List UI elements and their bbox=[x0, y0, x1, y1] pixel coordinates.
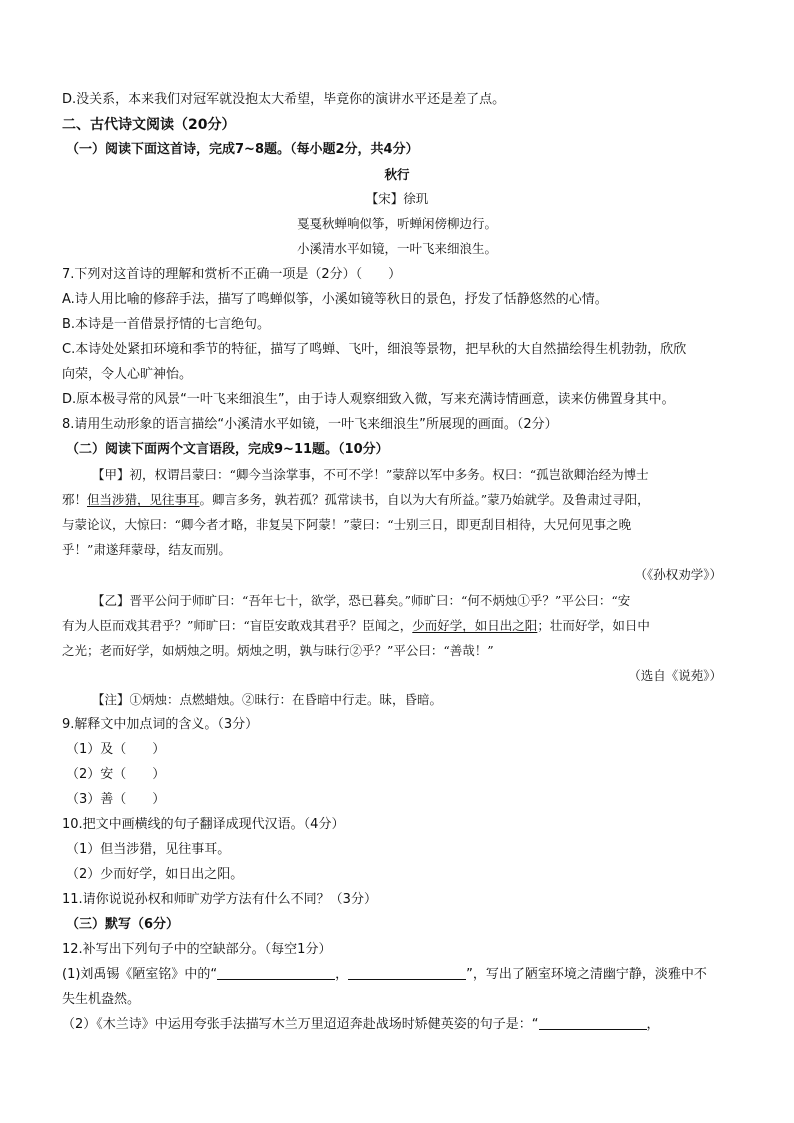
part1-heading: （一）阅读下面这首诗，完成7~8题。（每小题2分，共4分） bbox=[66, 142, 419, 157]
q10-stem: 10.把文中画横线的句子翻译成现代汉语。（4分） bbox=[62, 817, 345, 832]
q12-item-1 bbox=[62, 966, 732, 984]
passage-jia-line-4: 乎！”肃遂拜蒙母，结友而别。 bbox=[62, 542, 231, 557]
q7-option-c: C.本诗处处紧扣环境和季节的特征，描写了鸣蝉、飞叶，细浪等景物，把早秋的大自然描绘得生机勃勃，欣欣 bbox=[62, 342, 687, 357]
part3-heading: （三）默写（6分） bbox=[66, 917, 180, 932]
passage-jia-source: （《孙权劝学》） bbox=[634, 567, 722, 582]
underlined-sentence: 少而好学，如日出之阳 bbox=[412, 618, 538, 633]
underlined-sentence: 但当涉猎，见往事耳 bbox=[87, 492, 200, 507]
q7-stem: 7.下列对这首诗的理解和赏析不正确一项是（2分）（ ） bbox=[62, 267, 402, 282]
poem-line-1: 戛戛秋蝉响似筝，听蝉闲傍柳边行。 bbox=[296, 216, 497, 231]
section2-title: 二、古代诗文阅读（20分） bbox=[62, 117, 236, 133]
passage-yi-line-2 bbox=[62, 617, 732, 635]
passage-text: 有为人臣而戏其君乎？”师旷曰：“盲臣安敢戏其君乎？臣闻之， bbox=[62, 618, 413, 633]
poem-author: 【宋】徐玑 bbox=[365, 191, 429, 206]
passage-jia-line-1: 【甲】初，权谓吕蒙曰：“卿今当涂掌事，不可不学！”蒙辞以军中多务。权曰：“孤岂欲卿治经为博士 bbox=[92, 467, 649, 482]
question-text: （2）《木兰诗》中运用夸张手法描写木兰万里迢迢奔赴战场时矫健英姿的句子是：“ bbox=[62, 1017, 539, 1032]
question-text: ， bbox=[646, 1017, 660, 1032]
q7-option-c-cont: 向荣，令人心旷神怡。 bbox=[62, 367, 193, 382]
q12-item-2 bbox=[62, 1016, 732, 1034]
passage-text: 邪！ bbox=[62, 492, 88, 507]
poem-title: 秋行 bbox=[384, 167, 410, 182]
q10-item-1: （1）但当涉猎，见往事耳。 bbox=[66, 842, 231, 857]
part2-heading: （二）阅读下面两个文言语段，完成9~11题。（10分） bbox=[66, 442, 389, 457]
q9-item-2: （2）安（ ） bbox=[66, 767, 166, 782]
question-text: ”，写出了陋室环境之清幽宁静，淡雅中不 bbox=[466, 967, 707, 982]
q7-option-a: A.诗人用比喻的修辞手法，描写了鸣蝉似筝，小溪如镜等秋日的景色，抒发了恬静悠然的心情。 bbox=[62, 292, 608, 307]
poem-line-2: 小溪清水平如镜，一叶飞来细浪生。 bbox=[296, 241, 497, 256]
q11-stem: 11.请你说说孙权和师旷劝学方法有什么不同？（3分） bbox=[62, 892, 377, 907]
q6-option-d: D.没关系，本来我们对冠军就没抱太大希望，毕竟你的演讲水平还是差了点。 bbox=[62, 92, 506, 107]
q12-stem: 12.补写出下列句子中的空缺部分。（每空1分） bbox=[62, 942, 332, 957]
answer-blank[interactable] bbox=[217, 966, 335, 980]
passage-jia-line-2 bbox=[62, 491, 732, 509]
answer-blank[interactable] bbox=[539, 1016, 647, 1030]
passage-yi-source: （选自《说苑》） bbox=[628, 668, 722, 683]
passage-text: 。卿言多务，孰若孤？孤常读书，自以为大有所益。”蒙乃始就学。及鲁肃过寻阳， bbox=[199, 492, 650, 507]
passage-yi-line-3: 之光；老而好学，如炳烛之明。炳烛之明，孰与昧行②乎？”平公曰：“善哉！” bbox=[62, 643, 494, 658]
question-text: (1)刘禹锡《陋室铭》中的“ bbox=[62, 967, 218, 982]
question-text: ， bbox=[335, 967, 349, 982]
q12-item-1-cont: 失生机盎然。 bbox=[62, 992, 141, 1007]
q9-item-1: （1）及（ ） bbox=[66, 742, 166, 757]
q8-stem: 8.请用生动形象的语言描绘“小溪清水平如镜，一叶飞来细浪生”所展现的画面。（2分） bbox=[62, 417, 558, 432]
annotation-note: 【注】①炳烛：点燃蜡烛。②昧行：在昏暗中行走。昧，昏暗。 bbox=[92, 692, 443, 707]
q9-item-3: （3）善（ ） bbox=[66, 792, 166, 807]
q10-item-2: （2）少而好学，如日出之阳。 bbox=[66, 867, 244, 882]
q9-stem: 9.解释文中加点词的含义。（3分） bbox=[62, 717, 259, 732]
q7-option-d: D.原本极寻常的风景“一叶飞来细浪生”，由于诗人观察细致入微，写来充满诗情画意，读来仿佛置身其中。 bbox=[62, 392, 675, 407]
answer-blank[interactable] bbox=[348, 966, 466, 980]
q7-option-b: B.本诗是一首借景抒情的七言绝句。 bbox=[62, 317, 271, 332]
passage-yi-line-1: 【乙】晋平公问于师旷曰：“吾年七十，欲学，恐已暮矣。”师旷曰：“何不炳烛①乎？”平公曰：“安 bbox=[92, 593, 631, 608]
passage-jia-line-3: 与蒙论议，大惊曰：“卿今者才略，非复吴下阿蒙！”蒙曰：“士别三日，即更刮目相待，大兄何见事之晚 bbox=[62, 517, 632, 532]
passage-text: ；壮而好学，如日中 bbox=[537, 618, 650, 633]
